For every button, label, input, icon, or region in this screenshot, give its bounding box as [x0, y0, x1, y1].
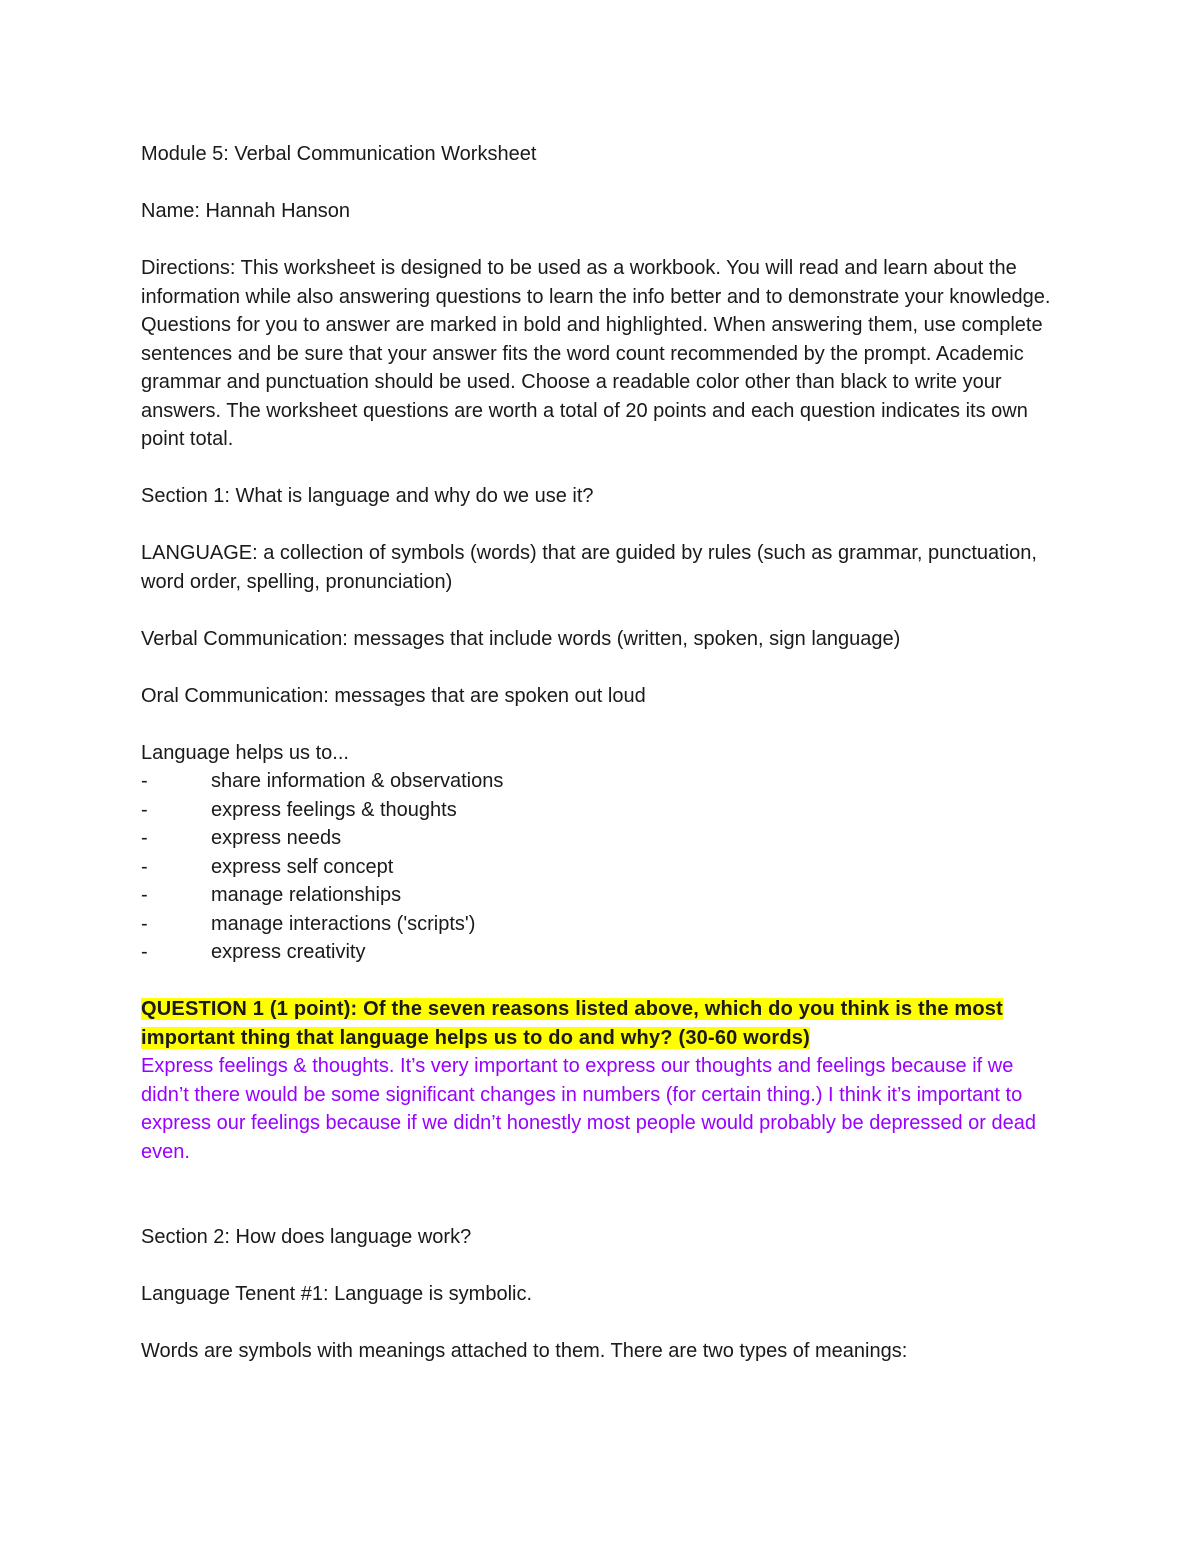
list-marker: - — [141, 941, 148, 963]
worksheet-title: Module 5: Verbal Communication Worksheet — [141, 143, 537, 165]
list-item — [141, 938, 1061, 967]
language-definition: LANGUAGE: a collection of symbols (words) that are guided by rules (such as grammar, punctuation, word order, spelling, pronunciation) — [141, 542, 1037, 593]
list-item-text: express feelings & thoughts — [211, 798, 457, 821]
section-2-heading: Section 2: How does language work? — [141, 1226, 472, 1248]
words-meanings-intro: Words are symbols with meanings attached to them. There are two types of meanings: — [141, 1340, 908, 1362]
student-name: Name: Hannah Hanson — [141, 200, 351, 222]
list-intro: Language helps us to... — [141, 741, 349, 764]
list-item — [141, 910, 1061, 939]
reasons-list — [141, 767, 1061, 967]
list-item-text: express self concept — [211, 855, 394, 878]
list-item-text: express creativity — [211, 941, 366, 963]
worksheet-page — [141, 140, 1061, 1366]
question-1-line-1: QUESTION 1 (1 point): Of the seven reasons listed above, which do you think is the most — [141, 998, 1003, 1020]
section-1-heading: Section 1: What is language and why do we use it? — [141, 485, 594, 507]
list-item — [141, 853, 1061, 882]
list-item — [141, 767, 1061, 796]
verbal-communication-definition: Verbal Communication: messages that include words (written, spoken, sign language) — [141, 627, 901, 650]
list-marker: - — [141, 884, 148, 906]
question-1-line-2: important thing that language helps us to do and why? (30-60 words) — [141, 1026, 810, 1049]
list-item — [141, 824, 1061, 853]
language-tenet-1: Language Tenent #1: Language is symbolic. — [141, 1283, 533, 1305]
list-item — [141, 881, 1061, 910]
list-marker: - — [141, 855, 148, 878]
list-marker: - — [141, 912, 148, 935]
list-marker: - — [141, 827, 148, 849]
oral-communication-definition: Oral Communication: messages that are spoken out loud — [141, 684, 646, 707]
question-1-answer: Express feelings & thoughts. It’s very important to express our thoughts and feelings because if we didn’t there would be some significant changes in numbers (for certain thing.) I think it’s important to express our feelings because if we didn’t honestly most people would probably be depressed or dead even. — [141, 1055, 1036, 1163]
list-item-text: manage relationships — [211, 884, 402, 906]
question-1-prompt — [141, 995, 1061, 1052]
list-item-text: share information & observations — [211, 770, 504, 792]
list-item-text: express needs — [211, 827, 342, 849]
list-item-text: manage interactions ('scripts') — [211, 912, 476, 935]
list-marker: - — [141, 770, 148, 792]
directions-paragraph: Directions: This worksheet is designed to be used as a workbook. You will read and learn about the information while also answering questions to learn the info better and to demonstrate your knowledge. Questions for you to answer are marked in bold and highlighted. When answering them, use complete sentences and be sure that your answer fits the word count recommended by the prompt. Academic grammar and punctuation should be used. Choose a readable color other than black to write your answers. The worksheet questions are worth a total of 20 points and each question indicates its own point total. — [141, 257, 1051, 450]
list-item — [141, 796, 1061, 825]
list-marker: - — [141, 798, 148, 821]
